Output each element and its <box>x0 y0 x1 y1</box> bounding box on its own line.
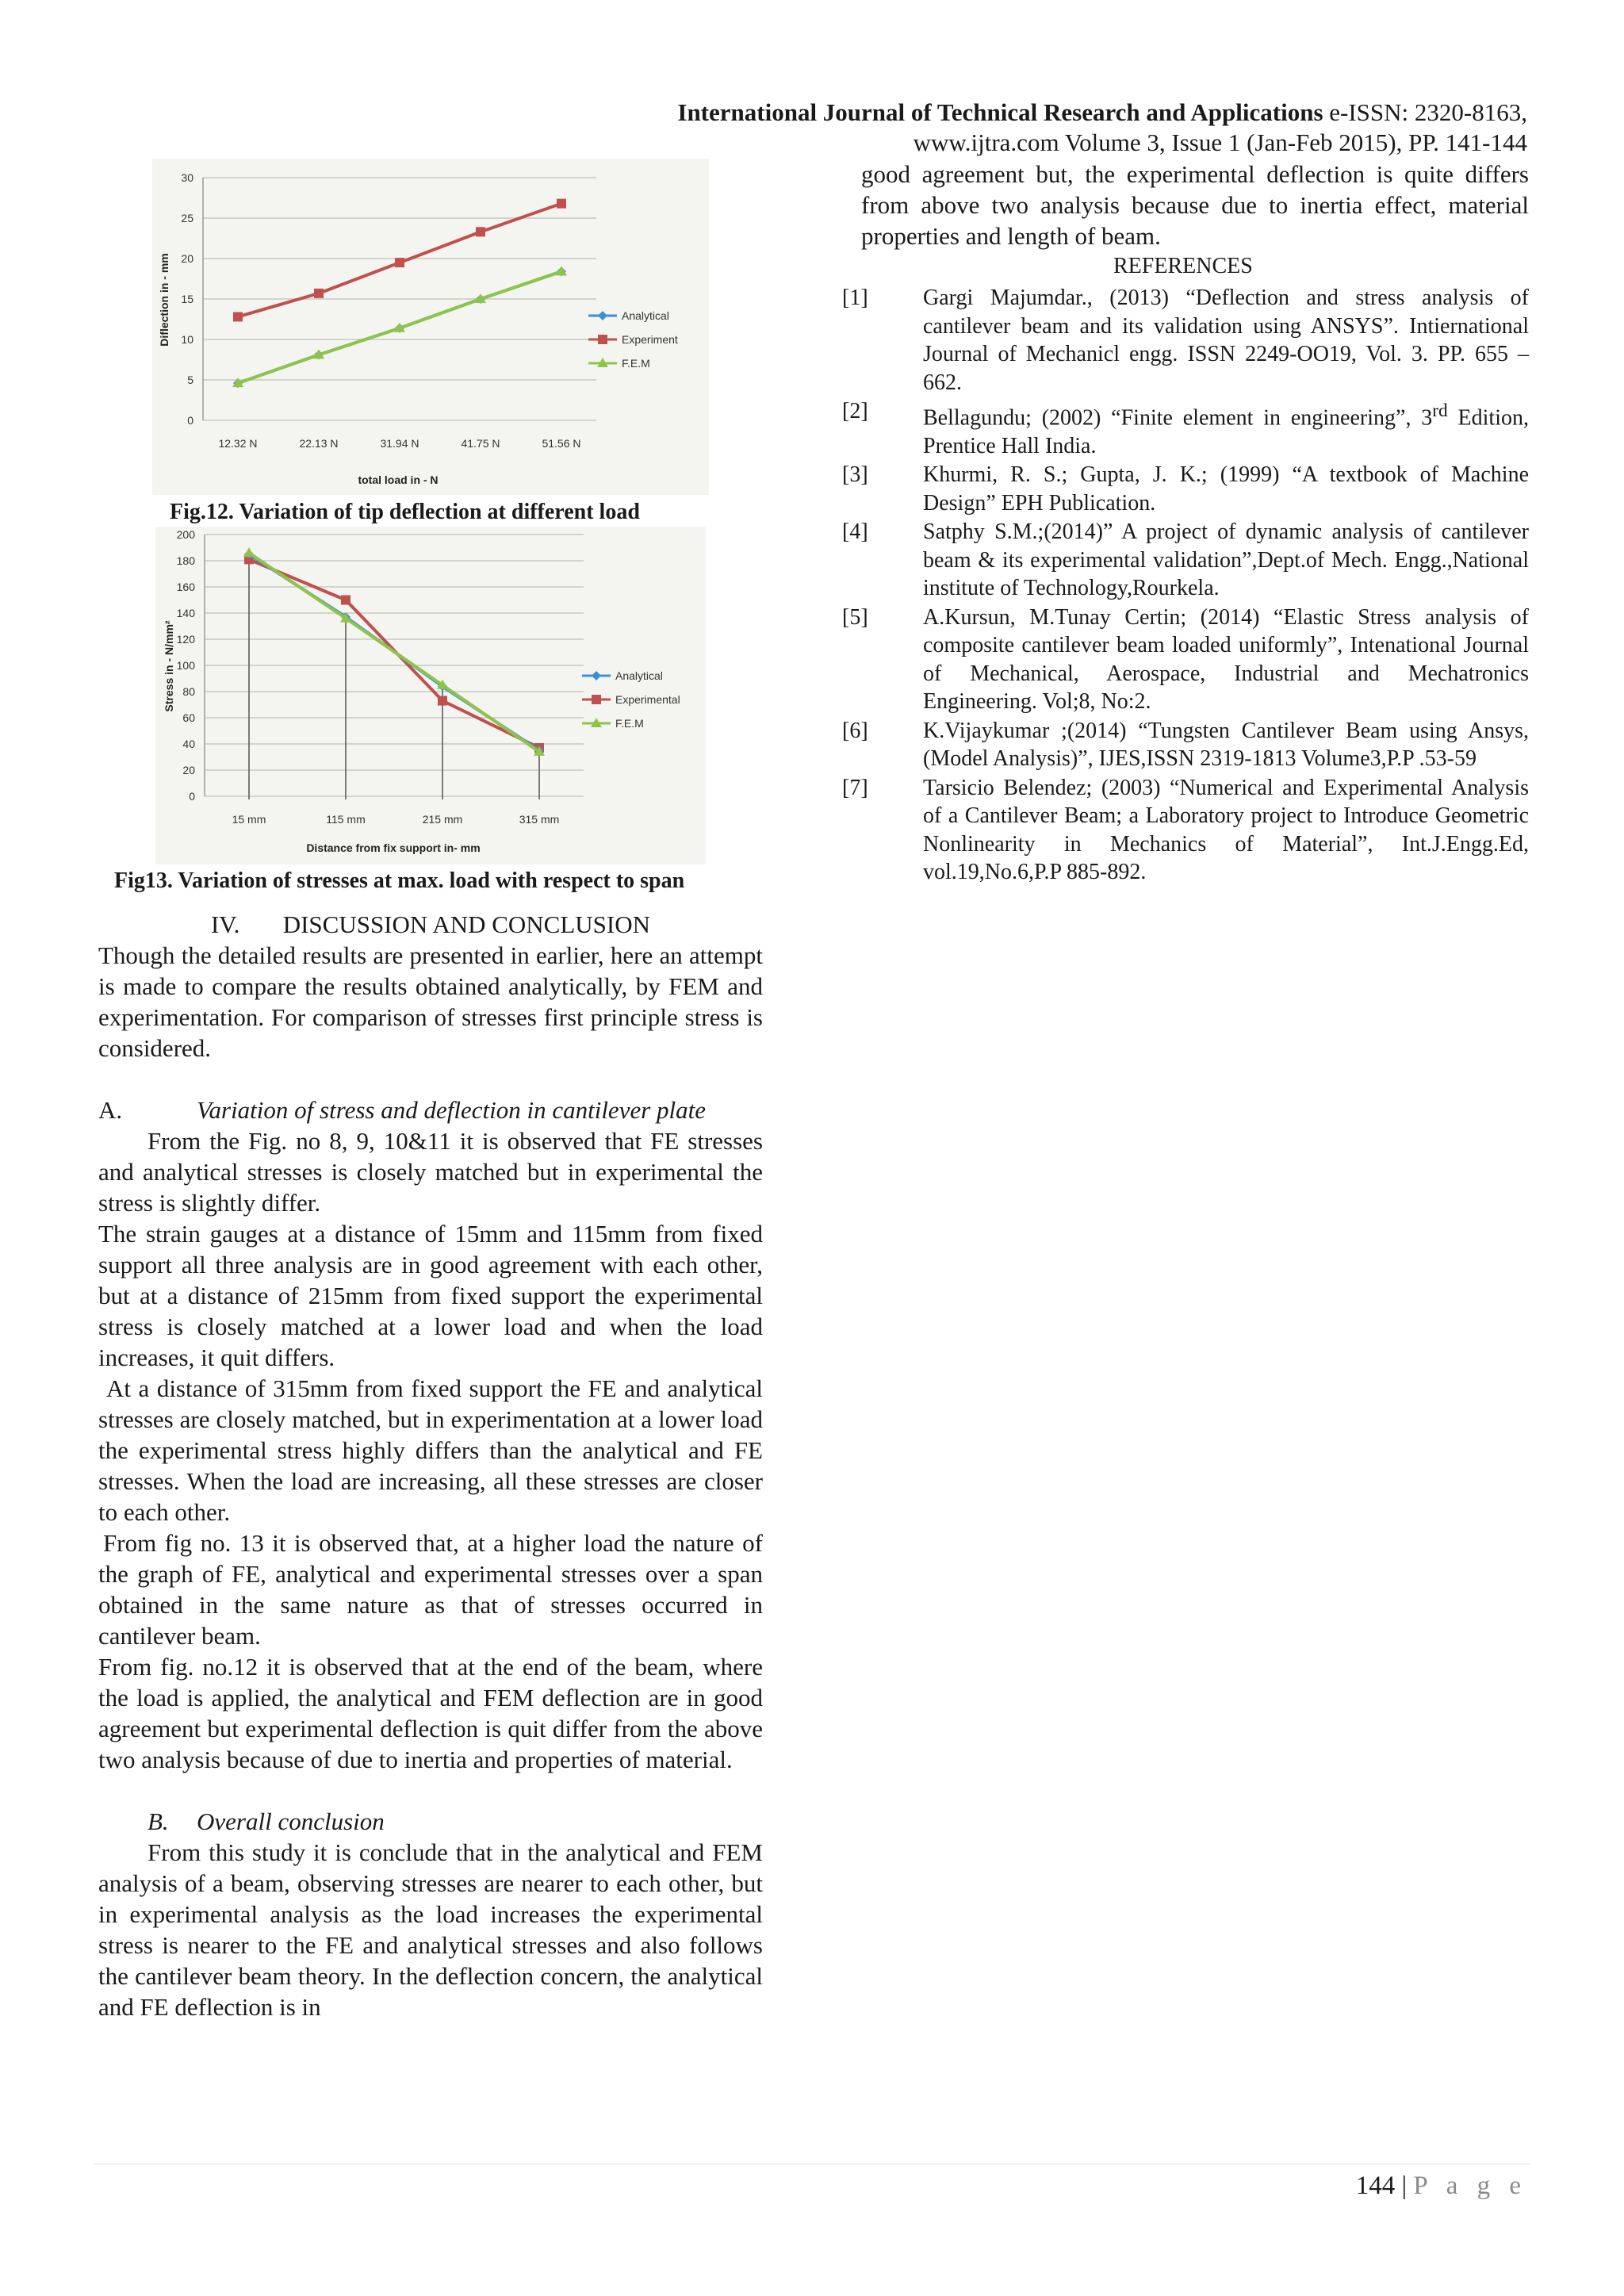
paragraph-1: Though the detailed results are presented in earlier, here an attempt is made to compare the results obtained analytically, by FEM and experimentation. For comparison of stresses first principle stress is considered. <box>98 941 763 1062</box>
data-point <box>395 258 404 267</box>
series-line <box>249 553 539 752</box>
x-tick-label: 215 mm <box>422 813 463 826</box>
section-number: IV. <box>210 910 240 938</box>
y-tick-label: 20 <box>181 252 193 265</box>
reference-item <box>842 717 1529 773</box>
reference-text: K.Vijaykumar ;(2014) “Tungsten Cantilever Beam using Ansys, (Model Analysis)”, IJES,ISSN 2319-1813 Volume3,P.P .53-59 <box>923 718 1529 772</box>
journal-volume-line: www.ijtra.com Volume 3, Issue 1 (Jan-Feb 2015), PP. 141-144 <box>913 128 1527 156</box>
reference-item <box>842 604 1529 716</box>
legend-label: Experimental <box>615 693 680 706</box>
y-tick-label: 20 <box>182 764 195 776</box>
y-tick-label: 0 <box>187 414 193 427</box>
y-tick-label: 15 <box>181 293 193 305</box>
y-tick-label: 120 <box>176 633 195 646</box>
references-list <box>842 284 1529 887</box>
journal-header <box>677 98 1527 127</box>
reference-text: Gargi Majumdar., (2013) “Deflection and stress analysis of cantilever beam and its validation using ANSYS”. Intiernational Journal of Mechanicl engg. ISSN 2249-OO19, Vol. 3. PP. 655 – 662. <box>923 286 1529 395</box>
x-tick-label: 41.75 N <box>461 437 500 450</box>
y-tick-label: 0 <box>189 790 195 803</box>
reference-text-part: Edition, Prentice Hall India. <box>923 405 1529 458</box>
x-tick-label: 51.56 N <box>542 437 581 450</box>
subsection-b-title: Overall conclusion <box>197 1807 385 1835</box>
y-tick-label: 180 <box>176 554 195 567</box>
subsection-a-heading <box>98 1094 763 1125</box>
reference-text: Khurmi, R. S.; Gupta, J. K.; (1999) “A textbook of Machine Design” EPH Publication. <box>923 462 1529 516</box>
journal-title: International Journal of Technical Research and Applications <box>677 98 1323 126</box>
reference-number: [2] <box>842 399 868 424</box>
data-point <box>243 547 255 557</box>
subsection-b-number: B. <box>147 1807 169 1835</box>
x-tick-label: 15 mm <box>232 813 266 826</box>
fig12-svg <box>152 159 709 495</box>
page-number <box>1356 2171 1527 2201</box>
reference-number: [5] <box>842 604 868 630</box>
legend-label: Analytical <box>615 669 663 682</box>
fig12-chart <box>152 159 709 495</box>
paragraph-6: From fig. no.12 it is observed that at the end of the beam, where the load is applied, the analytical and FEM deflection are in good agreement but experimental deflection is quit differ from the above two analysis because of due to inertia and properties of material. <box>98 1653 763 1773</box>
x-tick-label: 31.94 N <box>380 437 419 450</box>
legend-label: Analytical <box>622 309 669 322</box>
x-tick-label: 22.13 N <box>299 437 339 450</box>
y-axis-label: Stress in - N/mm² <box>163 620 175 712</box>
data-point <box>341 596 350 605</box>
reference-item <box>842 461 1529 517</box>
y-axis-label: Diflection in - mm <box>158 253 170 347</box>
left-column <box>98 909 763 2022</box>
subsection-a-number: A. <box>98 1096 123 1124</box>
y-tick-label: 40 <box>182 738 195 750</box>
x-tick-label: 315 mm <box>519 813 560 826</box>
fig12-caption: Fig.12. Variation of tip deflection at different load <box>170 500 640 524</box>
paragraph-7: From this study it is conclude that in the analytical and FEM analysis of a beam, observing stresses are nearer to each other, but in experimental analysis as the load increases the experimental stress is nearer to the FE and analytical stresses and also follows the cantilever beam theory. In the deflection concern, the analytical and FE deflection is in <box>98 1838 763 2021</box>
paragraph-5: From fig no. 13 it is observed that, at a higher load the nature of the graph of FE, analytical and experimental stresses over a span obtained in the same nature as that of stresses occurred in cantilever beam. <box>98 1529 763 1650</box>
reference-item <box>842 397 1529 460</box>
data-point <box>438 696 447 706</box>
page-separator: | <box>1395 2171 1414 2200</box>
page-label: P a g e <box>1413 2171 1527 2200</box>
section-title: DISCUSSION AND CONCLUSION <box>282 910 651 938</box>
legend-label: Experiment <box>622 333 678 346</box>
y-tick-label: 25 <box>181 212 193 224</box>
x-tick-label: 115 mm <box>326 813 366 826</box>
x-axis-label: total load in - N <box>358 473 439 486</box>
reference-item <box>842 284 1529 397</box>
fig13-chart <box>155 527 706 864</box>
reference-text-part: Bellagundu; (2002) “Finite element in engineering”, 3 <box>923 405 1433 431</box>
legend-marker <box>592 671 601 680</box>
references-heading: REFERENCES <box>1113 254 1253 278</box>
journal-issn: e-ISSN: 2320-8163, <box>1323 98 1527 126</box>
legend-label: F.E.M <box>615 717 644 730</box>
reference-number: [4] <box>842 519 868 545</box>
y-tick-label: 160 <box>176 581 195 593</box>
subsection-a-title: Variation of stress and deflection in cantilever plate <box>197 1096 707 1124</box>
reference-text: Satphy S.M.;(2014)” A project of dynamic analysis of cantilever beam & its experimental validation”,Dept.of Mech. Engg.,National institute of Technology,Rourkela. <box>923 519 1529 601</box>
y-tick-label: 100 <box>176 659 195 672</box>
reference-item <box>842 518 1529 603</box>
paragraph-3: The strain gauges at a distance of 15mm and 115mm from fixed support all three analysis are in good agreement with each other, but at a distance of 215mm from fixed support the experimental stress is closely matched at a lower load and when the load increases, it quit differs. <box>98 1220 763 1371</box>
subsection-b-heading <box>98 1806 763 1837</box>
legend-marker <box>598 311 607 320</box>
data-point <box>233 312 243 321</box>
reference-number: [3] <box>842 462 868 488</box>
data-point <box>557 199 566 209</box>
page-number-value: 144 <box>1355 2171 1396 2200</box>
reference-text: Tarsicio Belendez; (2003) “Numerical and Experimental Analysis of a Cantilever Beam; a Laboratory project to Introduce Geometric Nonlinearity in Mechanics of Material”, Int.J.Engg.Ed, vol.19,No.6,P.P 885-892. <box>923 775 1529 885</box>
data-point <box>476 227 485 236</box>
x-tick-label: 12.32 N <box>218 437 258 450</box>
right-intro: good agreement but, the experimental deflection is quite differs from above two analysis because due to inertia effect, material properties and length of beam. <box>861 160 1529 250</box>
reference-item <box>842 774 1529 887</box>
legend-marker <box>598 335 607 344</box>
paragraph-2: From the Fig. no 8, 9, 10&11 it is observed that FE stresses and analytical stresses is closely matched but in experimental the stress is slightly differ. <box>98 1127 763 1217</box>
reference-number: [1] <box>842 286 868 310</box>
reference-text <box>923 397 1529 460</box>
fig13-caption: Fig13. Variation of stresses at max. load with respect to span <box>114 868 685 893</box>
legend-label: F.E.M <box>622 357 650 370</box>
y-tick-label: 30 <box>181 171 193 184</box>
reference-number: [7] <box>842 775 868 800</box>
y-tick-label: 10 <box>181 333 193 346</box>
reference-superscript: rd <box>1432 401 1448 421</box>
series-line <box>249 559 539 748</box>
reference-text: A.Kursun, M.Tunay Certin; (2014) “Elastic Stress analysis of composite cantilever beam loaded uniformly”, Intenational Journal of Mechanical, Aerospace, Industrial and Mechatronics Engineering. Vol;8, No:2. <box>923 604 1529 715</box>
section-heading <box>98 909 763 940</box>
y-tick-label: 200 <box>176 528 195 541</box>
y-tick-label: 60 <box>182 711 195 724</box>
data-point <box>314 289 324 298</box>
y-tick-label: 5 <box>187 374 193 386</box>
y-tick-label: 140 <box>176 607 195 619</box>
fig13-svg <box>155 527 706 864</box>
paragraph-4: At a distance of 315mm from fixed support the FE and analytical stresses are closely matched, but in experimentation at a lower load the experimental stress highly differs than the analytical and FE stresses. When the load are increasing, all these stresses are closer to each other. <box>98 1374 763 1526</box>
x-axis-label: Distance from fix support in- mm <box>306 841 481 854</box>
reference-number: [6] <box>842 718 868 743</box>
legend-marker <box>592 695 601 704</box>
y-tick-label: 80 <box>182 685 195 698</box>
